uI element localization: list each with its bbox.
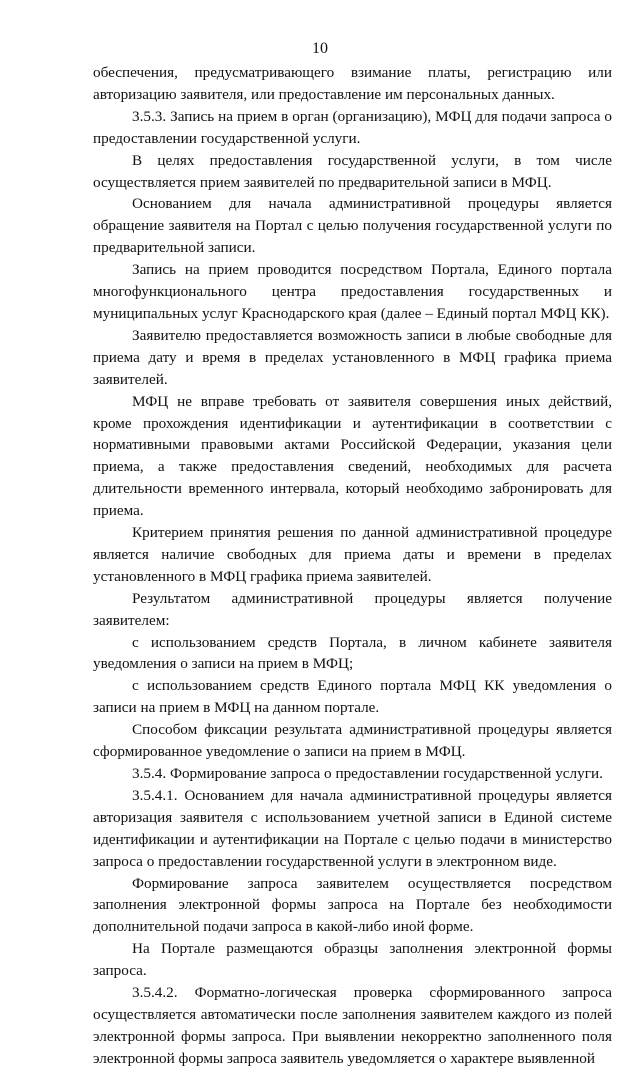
paragraph: Способом фиксации результата административной процедуры является сформированное уведомление о записи на прием в МФЦ. — [93, 721, 612, 761]
paragraph: с использованием средств Единого портала МФЦ КК уведомления о записи на прием в МФЦ на данном портале. — [93, 677, 612, 717]
paragraph: 3.5.4.1. Основанием для начала административной процедуры является авторизация заявителя с использованием учетной записи в Единой системе идентификации и аутентификации на Портале с целью подачи в министерство запроса о предоставлении государственной услуги в электронном виде. — [93, 786, 612, 870]
paragraph: Критерием принятия решения по данной административной процедуре является наличие свободных для приема даты и времени в пределах установленного в МФЦ графика приема заявителей. — [93, 524, 612, 585]
paragraph: с использованием средств Портала, в личном кабинете заявителя уведомления о записи на прием в МФЦ; — [93, 633, 612, 673]
paragraph: обеспечения, предусматривающего взимание платы, регистрацию или авторизацию заявителя, или предоставление им персональных данных. — [93, 64, 612, 103]
paragraph: 3.5.4.2. Форматно-логическая проверка сформированного запроса осуществляется автоматически после заполнения заявителем каждого из полей электронной формы запроса. При выявлении некорректно заполненного поля электронной формы запроса заявитель уведомляется о характере выявленной — [93, 984, 612, 1067]
paragraph: МФЦ не вправе требовать от заявителя совершения иных действий, кроме прохождения идентификации и аутентификации в соответствии с нормативными правовыми актами Российской Федерации, указания цели приема, а также предоставления сведений, необходимых для расчета длительности временного интервала, который необходимо забронировать для приема. — [93, 392, 612, 520]
paragraph: Запись на прием проводится посредством Портала, Единого портала многофункционального центра предоставления государственных и муниципальных услуг Краснодарского края (далее – Единый портал МФЦ КК). — [93, 261, 612, 322]
paragraph: Результатом административной процедуры является получение заявителем: — [93, 589, 612, 629]
paragraph: В целях предоставления государственной услуги, в том числе осуществляется прием заявителей по предварительной записи в МФЦ. — [93, 151, 612, 191]
paragraph: Формирование запроса заявителем осуществляется посредством заполнения электронной формы запроса на Портале без необходимости дополнительной подачи запроса в какой-либо иной форме. — [93, 874, 612, 936]
paragraph: Основанием для начала административной процедуры является обращение заявителя на Портал с целью получения государственной услуги по предварительной записи. — [93, 195, 612, 257]
paragraph: 3.5.3. Запись на прием в орган (организацию), МФЦ для подачи запроса о предоставлении государственной услуги. — [93, 107, 612, 147]
paragraph: Заявителю предоставляется возможность записи в любые свободные для приема дату и время в пределах установленного в МФЦ графика приема заявителей. — [93, 326, 612, 388]
paragraph: На Портале размещаются образцы заполнения электронной формы запроса. — [93, 940, 612, 980]
page-number: 10 — [312, 40, 328, 57]
paragraph: 3.5.4. Формирование запроса о предоставлении государственной услуги. — [132, 765, 603, 782]
document-body — [93, 62, 612, 1070]
